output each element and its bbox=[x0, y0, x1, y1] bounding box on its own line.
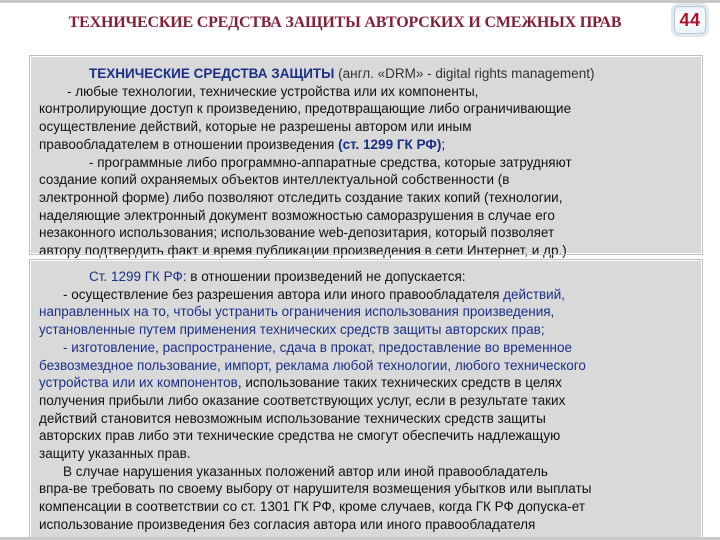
definition-text: правообладателем в отношении произведения bbox=[39, 136, 339, 152]
definition-heading: ТЕХНИЧЕСКИЕ СРЕДСТВА ЗАЩИТЫ bbox=[89, 66, 335, 81]
page-number: 44 bbox=[679, 9, 701, 30]
article-text: - осуществление без разрешения автора или иного правообладателя bbox=[63, 286, 504, 302]
definition-text-line: незаконного использования; использование web-депозитария, который позволяет bbox=[39, 225, 555, 241]
article-text-line bbox=[39, 286, 693, 304]
article-text-line: компенсации в соответствии со ст. 1301 ГК РФ, кроме случаев, когда ГК РФ допуска-ет bbox=[39, 499, 586, 515]
article-highlight: действий, bbox=[503, 286, 566, 302]
article-intro: в отношении произведений не допускается: bbox=[186, 269, 466, 284]
article-text-line: использование произведения без согласия автора или иного правообладателя bbox=[39, 516, 536, 532]
article-highlight: устройства или их компонентов bbox=[39, 375, 238, 391]
definition-text-line bbox=[39, 136, 693, 154]
article-panel bbox=[30, 260, 702, 538]
article-text-line: получения прибыли либо оказание соответствующих услуг, если в результате таких bbox=[39, 392, 566, 408]
definition-panel bbox=[30, 56, 702, 259]
definition-heading-note: (англ. «DRM» - digital rights management) bbox=[334, 66, 595, 81]
definition-text-line: - любые технологии, технические устройства или их компоненты, bbox=[67, 83, 479, 99]
article-text-line: впра-ве требовать по своему выбору от нарушителя возмещения убытков или выплаты bbox=[39, 481, 592, 497]
definition-text-line: контролирующие доступ к произведению, предотвращающие либо ограничивающие bbox=[39, 101, 572, 117]
slide-title: ТЕХНИЧЕСКИЕ СРЕДСТВА ЗАЩИТЫ АВТОРСКИХ И СМЕЖНЫХ ПРАВ bbox=[68, 14, 622, 31]
article-intro-line bbox=[39, 268, 693, 286]
definition-text-line: осуществление действий, которые не разрешены автором или иным bbox=[39, 119, 472, 135]
definition-heading-line bbox=[39, 65, 693, 83]
article-text-line: защиту указанных прав. bbox=[39, 446, 191, 462]
definition-text-line: электронной форме) либо позволяют отследить создание таких копий (технологии, bbox=[39, 189, 563, 205]
article-highlight-line: - изготовление, распространение, сдача в прокат, предоставление во временное bbox=[63, 339, 572, 355]
article-text-line: В случае нарушения указанных положений автор или иной правообладатель bbox=[63, 463, 548, 479]
article-text-line: авторских прав либо эти технические средства не смогут обеспечить надлежащую bbox=[39, 428, 561, 444]
top-border-stripe bbox=[0, 0, 720, 3]
page-number-badge bbox=[671, 3, 709, 37]
article-text-line bbox=[39, 374, 693, 392]
article-highlight-line: безвозмездное пользование, импорт, реклама любой технологии, любого технического bbox=[39, 357, 586, 373]
article-text: , использование таких технических средств в целях bbox=[237, 375, 562, 391]
article-text-line: действий становится невозможным использование технических средств защиты bbox=[39, 410, 546, 426]
article-reference: (ст. 1299 ГК РФ) bbox=[338, 136, 442, 152]
article-highlight-line: направленных на то, чтобы устранить ограничения использования произведения, bbox=[39, 304, 555, 320]
definition-text-line: создание копий охраняемых объектов интеллектуальной собственности (в bbox=[39, 172, 510, 188]
article-highlight-line: установленные путем применения технических средств защиты авторских прав; bbox=[39, 322, 545, 338]
definition-text-line: наделяющие электронный документ возможностью саморазрушения в случае его bbox=[39, 207, 555, 223]
punctuation: ; bbox=[441, 136, 446, 152]
definition-text-line: - программные либо программно-аппаратные средства, которые затрудняют bbox=[89, 154, 572, 170]
definition-text-line: автору подтвердить факт и время публикации произведения в сети Интернет, и др.) bbox=[39, 243, 567, 259]
article-reference: Ст. 1299 ГК РФ: bbox=[89, 269, 187, 284]
